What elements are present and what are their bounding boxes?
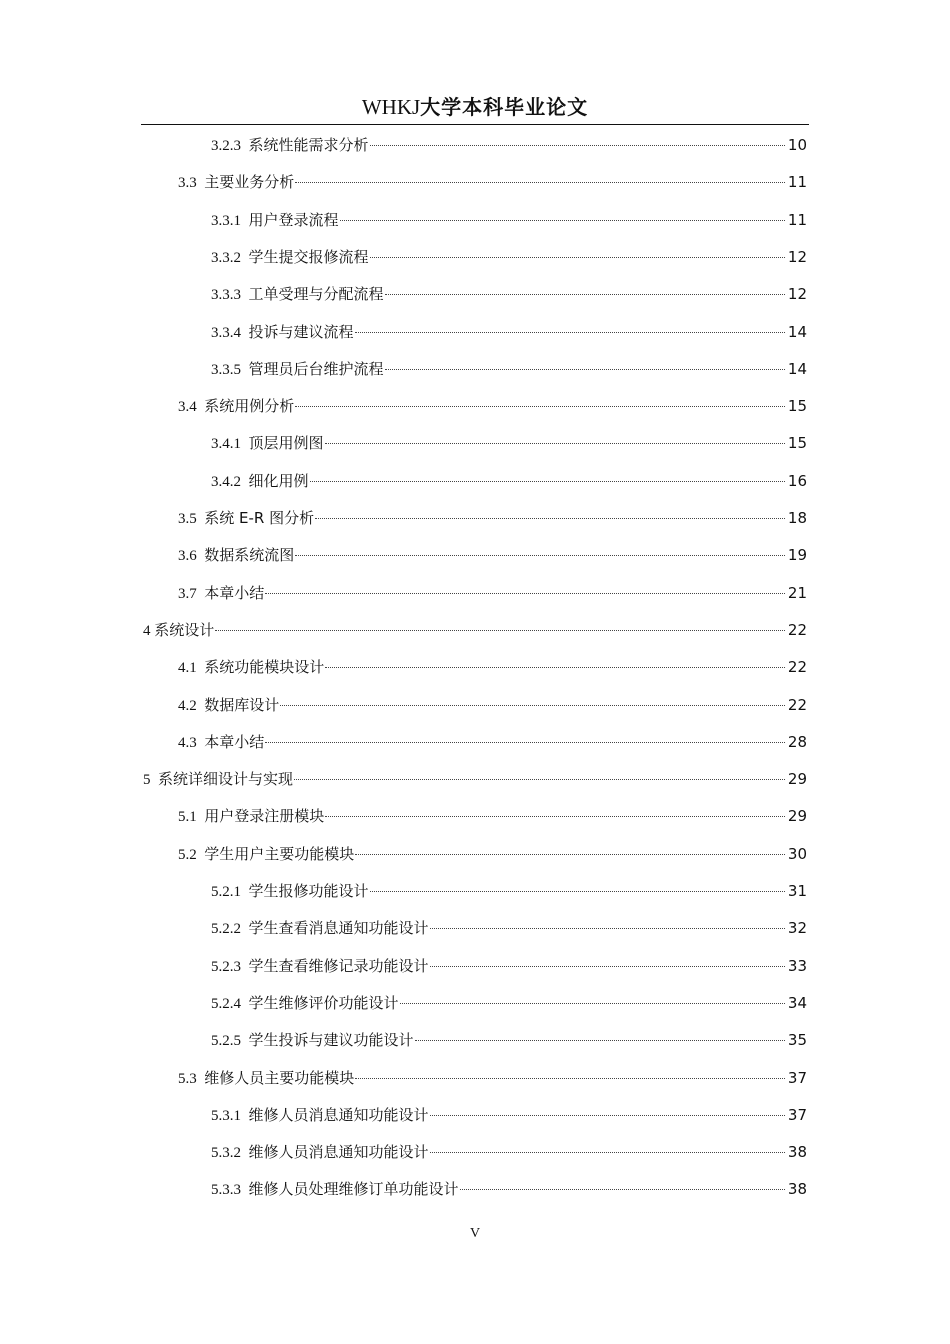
toc-entry xyxy=(211,134,807,156)
toc-entry-gap xyxy=(241,1105,249,1127)
toc-entry-gap xyxy=(241,918,249,940)
toc-entry-number: 5.3.2 xyxy=(211,1145,241,1162)
toc-dot-leader xyxy=(325,443,785,444)
toc-entry-title: 用户登录注册模块 xyxy=(204,807,325,826)
toc-entry xyxy=(178,582,807,604)
toc-entry-title: 系统详细设计与实现 xyxy=(158,770,294,789)
toc-dot-leader xyxy=(370,257,785,258)
toc-entry-number: 4.3 xyxy=(178,734,197,751)
toc-entry-gap xyxy=(197,1068,205,1090)
toc-entry xyxy=(211,1104,807,1126)
toc-entry xyxy=(211,470,807,492)
toc-entry-page: 31 xyxy=(787,882,807,900)
toc-entry-gap xyxy=(241,956,249,978)
toc-dot-leader xyxy=(370,891,785,892)
toc-entry-title: 学生维修评价功能设计 xyxy=(248,993,399,1012)
toc-entry xyxy=(211,1141,807,1163)
toc-entry-title: 细化用例 xyxy=(248,471,309,490)
toc-entry-title: 学生查看维修记录功能设计 xyxy=(248,956,429,975)
toc-entry-title: 系统功能模块设计 xyxy=(204,658,325,677)
toc-entry xyxy=(211,955,807,977)
toc-entry-page: 21 xyxy=(787,583,807,602)
toc-entry-number: 3.4.2 xyxy=(211,473,241,490)
toc-entry-page: 35 xyxy=(787,1031,807,1050)
toc-entry-page: 22 xyxy=(787,620,807,639)
toc-dot-leader xyxy=(280,705,785,706)
toc-dot-leader xyxy=(295,555,785,556)
toc-dot-leader xyxy=(340,220,785,221)
toc-entry-title: 数据系统流图 xyxy=(204,546,295,565)
toc-entry-gap xyxy=(197,396,205,418)
toc-entry-page: 14 xyxy=(787,322,807,341)
toc-dot-leader xyxy=(430,966,785,967)
toc-entry-page: 37 xyxy=(787,1068,807,1087)
toc-entry-number: 5.3.1 xyxy=(211,1107,241,1124)
toc-entry-number: 5.3 xyxy=(178,1070,197,1087)
toc-entry-number: 3.4 xyxy=(178,399,197,416)
toc-entry-number: 5.2.4 xyxy=(211,995,241,1012)
toc-entry-title: 系统用例分析 xyxy=(204,397,295,416)
toc-dot-leader xyxy=(355,854,785,855)
toc-entry-title: 学生投诉与建议功能设计 xyxy=(248,1031,414,1050)
toc-entry-number: 3.3.1 xyxy=(211,212,241,229)
toc-entry-number: 3.7 xyxy=(178,585,197,602)
toc-entry-number: 4 xyxy=(143,622,151,639)
toc-entry-gap xyxy=(241,1030,249,1052)
toc-entry-title: 维修人员消息通知功能设计 xyxy=(248,1143,429,1162)
toc-entry xyxy=(211,1029,807,1051)
toc-entry-number: 5.3.3 xyxy=(211,1182,241,1199)
toc-entry-page: 29 xyxy=(787,807,807,826)
toc-entry-page: 19 xyxy=(787,546,807,565)
toc-entry xyxy=(178,805,807,827)
toc-dot-leader xyxy=(415,1040,785,1041)
toc-entry xyxy=(178,507,807,529)
toc-entry-gap xyxy=(241,322,249,344)
toc-entry xyxy=(211,321,807,343)
toc-entry-title: 学生查看消息通知功能设计 xyxy=(248,919,429,938)
toc-dot-leader xyxy=(430,928,785,929)
toc-entry-number: 5.2.3 xyxy=(211,958,241,975)
toc-dot-leader xyxy=(215,630,785,631)
toc-entry-title: 维修人员处理维修订单功能设计 xyxy=(248,1180,459,1199)
toc-dot-leader xyxy=(265,742,785,743)
toc-entry-page: 28 xyxy=(787,732,807,751)
toc-entry-title: 用户登录流程 xyxy=(248,210,339,229)
toc-dot-leader xyxy=(400,1003,785,1004)
toc-entry-number: 3.4.1 xyxy=(211,436,241,453)
toc-entry-page: 12 xyxy=(787,285,807,304)
toc-entry-number: 3.3 xyxy=(178,175,197,192)
toc-entry-page: 15 xyxy=(787,434,807,453)
toc-entry-gap xyxy=(241,471,249,493)
toc-entry-number: 5.1 xyxy=(178,809,197,826)
toc-entry-page: 22 xyxy=(787,658,807,677)
toc-entry-title: 学生用户主要功能模块 xyxy=(204,844,355,863)
toc-entry-page: 37 xyxy=(787,1105,807,1124)
toc-dot-leader xyxy=(295,182,785,183)
toc-dot-leader xyxy=(265,593,785,594)
toc-entry-title: 本章小结 xyxy=(204,583,265,602)
toc-entry-number: 4.2 xyxy=(178,697,197,714)
toc-dot-leader xyxy=(325,816,785,817)
toc-dot-leader xyxy=(355,1078,785,1079)
toc-entry xyxy=(211,1178,807,1200)
toc-entry-page: 34 xyxy=(787,993,807,1012)
toc-entry-number: 4.1 xyxy=(178,660,197,677)
toc-entry-gap xyxy=(241,1142,249,1164)
header-title-cjk: 大学本科毕业论文 xyxy=(420,95,589,119)
toc-dot-leader xyxy=(315,518,785,519)
toc-entry xyxy=(211,992,807,1014)
toc-entry-title: 管理员后台维护流程 xyxy=(248,359,384,378)
toc-entry xyxy=(178,843,807,865)
toc-dot-leader xyxy=(385,369,785,370)
toc-entry-title: 投诉与建议流程 xyxy=(248,322,354,341)
toc-entry xyxy=(143,619,807,641)
toc-entry-number: 5.2.5 xyxy=(211,1033,241,1050)
toc-dot-leader xyxy=(370,145,785,146)
toc-entry-gap xyxy=(241,433,249,455)
toc-entry-gap xyxy=(197,583,205,605)
toc-entry-number: 5.2 xyxy=(178,846,197,863)
toc-entry-number: 3.3.4 xyxy=(211,324,241,341)
toc-entry xyxy=(178,694,807,716)
footer-page-number: V xyxy=(469,1226,481,1241)
toc-entry-title: 学生提交报修流程 xyxy=(248,247,369,266)
toc-entry-page: 11 xyxy=(787,173,807,192)
toc-entry xyxy=(211,246,807,268)
toc-entry-page: 30 xyxy=(787,844,807,863)
toc-dot-leader xyxy=(310,481,785,482)
toc-entry-page: 11 xyxy=(787,210,807,229)
toc-entry-page: 12 xyxy=(787,247,807,266)
toc-entry xyxy=(211,880,807,902)
toc-entry-gap xyxy=(197,545,205,567)
toc-entry-title: 工单受理与分配流程 xyxy=(248,285,384,304)
toc-entry-title: 维修人员消息通知功能设计 xyxy=(248,1105,429,1124)
toc-entry-title: 系统 E-R 图分析 xyxy=(204,509,315,527)
header-title-latin: WHKJ xyxy=(361,95,421,119)
header-rule xyxy=(141,124,809,125)
toc-entry xyxy=(178,731,807,753)
toc-entry-number: 5.2.2 xyxy=(211,921,241,938)
toc-entry-gap xyxy=(151,769,159,791)
toc-entry-page: 18 xyxy=(787,509,807,527)
toc-entry-title: 系统性能需求分析 xyxy=(248,136,369,154)
toc-dot-leader xyxy=(355,332,785,333)
toc-entry xyxy=(178,395,807,417)
toc-entry-page: 22 xyxy=(787,695,807,714)
toc-entry-gap xyxy=(241,993,249,1015)
toc-dot-leader xyxy=(385,294,785,295)
toc-entry-page: 16 xyxy=(787,471,807,490)
toc-dot-leader xyxy=(430,1115,785,1116)
toc-entry-gap xyxy=(197,732,205,754)
toc-entry-number: 5 xyxy=(143,772,151,789)
toc-entry-page: 38 xyxy=(787,1180,807,1199)
toc-entry-title: 本章小结 xyxy=(204,732,265,751)
toc-entry-title: 数据库设计 xyxy=(204,695,280,714)
toc-entry xyxy=(211,432,807,454)
toc-entry-gap xyxy=(197,844,205,866)
toc-entry-gap xyxy=(197,172,205,194)
toc-entry-gap xyxy=(241,135,249,157)
toc-entry xyxy=(211,917,807,939)
toc-entry-title: 维修人员主要功能模块 xyxy=(204,1068,355,1087)
toc-entry-number: 3.5 xyxy=(178,511,197,527)
toc-entry-title: 学生报修功能设计 xyxy=(248,882,369,900)
running-header xyxy=(0,94,950,120)
toc-entry xyxy=(178,544,807,566)
toc-dot-leader xyxy=(325,667,785,668)
toc-entry-page: 32 xyxy=(787,919,807,938)
toc-entry xyxy=(178,1067,807,1089)
toc-entry-gap xyxy=(241,210,249,232)
toc-entry-gap xyxy=(241,359,249,381)
toc-entry-gap xyxy=(197,806,205,828)
toc-dot-leader xyxy=(430,1152,785,1153)
toc-entry-page: 14 xyxy=(787,359,807,378)
toc-entry xyxy=(211,209,807,231)
toc-entry-gap xyxy=(197,508,205,530)
toc-entry-title: 主要业务分析 xyxy=(204,173,295,192)
toc-entry-gap xyxy=(197,657,205,679)
toc-entry-number: 3.3.2 xyxy=(211,249,241,266)
toc-entry xyxy=(178,171,807,193)
toc-entry-page: 15 xyxy=(787,397,807,416)
toc-entry-page: 10 xyxy=(787,136,807,154)
toc-entry xyxy=(178,656,807,678)
toc-dot-leader xyxy=(294,779,785,780)
toc-entry-number: 3.3.5 xyxy=(211,361,241,378)
toc-entry-page: 38 xyxy=(787,1143,807,1162)
toc-entry-number: 5.2.1 xyxy=(211,884,241,900)
toc-entry-gap xyxy=(241,881,249,903)
toc-entry-number: 3.2.3 xyxy=(211,138,241,154)
toc-entry-gap xyxy=(241,247,249,269)
toc-entry-page: 33 xyxy=(787,956,807,975)
toc-entry xyxy=(211,283,807,305)
toc-entry-gap xyxy=(197,695,205,717)
toc-entry-title: 系统设计 xyxy=(154,620,215,639)
toc-entry-page: 29 xyxy=(787,770,807,789)
toc-entry xyxy=(211,358,807,380)
toc-entry-gap xyxy=(241,1179,249,1201)
toc-entry xyxy=(143,768,807,790)
toc-entry-number: 3.3.3 xyxy=(211,287,241,304)
toc-dot-leader xyxy=(460,1189,785,1190)
toc-dot-leader xyxy=(295,406,785,407)
toc-entry-title: 顶层用例图 xyxy=(248,434,324,453)
toc-entry-gap xyxy=(241,284,249,306)
toc-entry-number: 3.6 xyxy=(178,548,197,565)
